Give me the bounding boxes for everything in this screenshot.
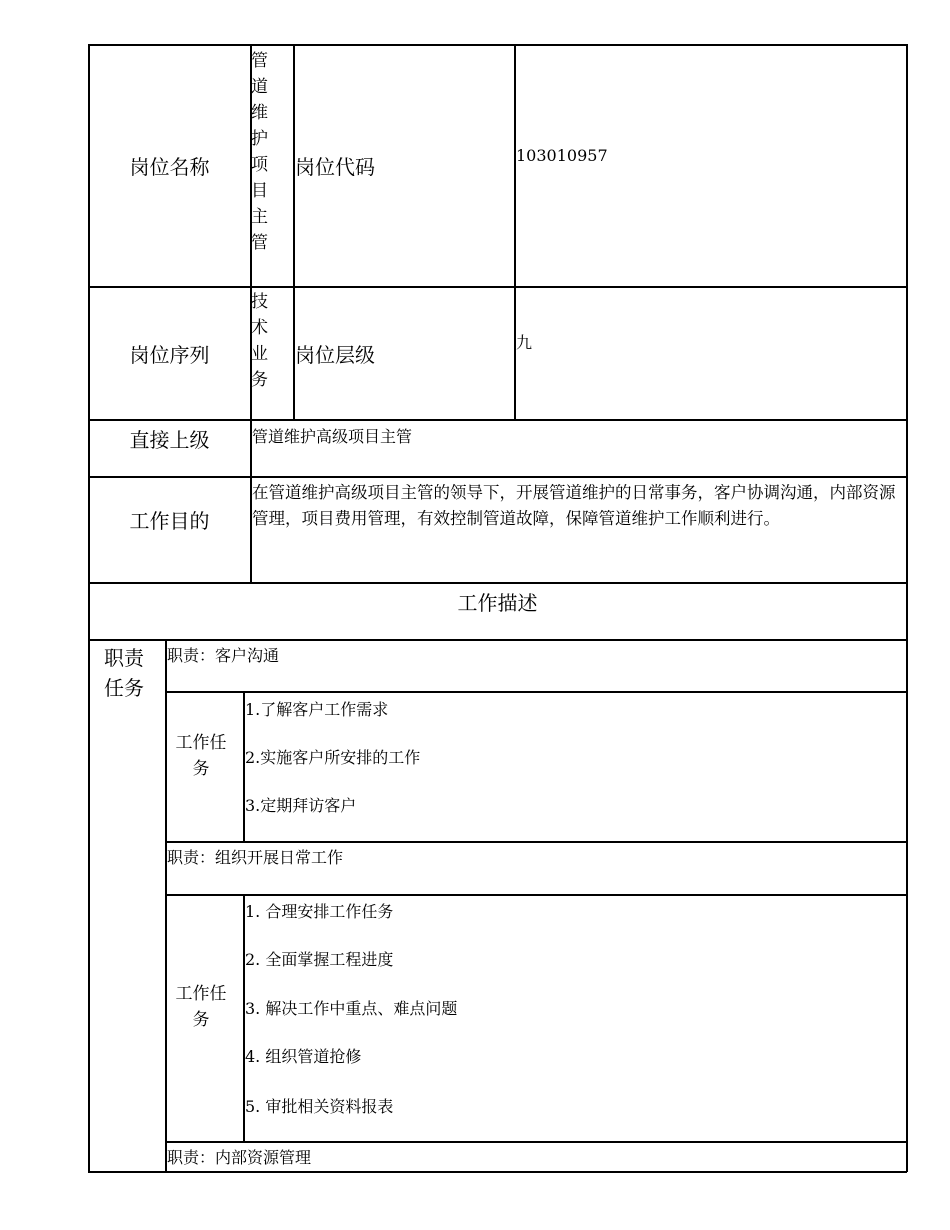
post-name-label: 岗位名称	[129, 155, 210, 179]
post-series-value: 技术业务	[251, 292, 268, 390]
task-item: 1.了解客户工作需求	[245, 700, 389, 719]
duty-title: 职责：组织开展日常工作	[167, 848, 344, 867]
row-divider	[165, 841, 907, 843]
task-item: 5. 审批相关资料报表	[245, 1097, 394, 1116]
row-divider	[165, 894, 907, 896]
superior-value: 管道维护高级项目主管	[252, 427, 413, 446]
table-border-bottom	[88, 1171, 907, 1173]
row-divider	[165, 691, 907, 693]
task-item: 4. 组织管道抢修	[245, 1047, 362, 1066]
post-code-value: 103010957	[516, 146, 608, 165]
superior-label: 直接上级	[129, 427, 210, 452]
purpose-value: 在管道维护高级项目主管的领导下，开展管道维护的日常事务，客户协调沟通，内部资源管理，项目费用管理，有效控制管道故障，保障管道维护工作顺利进行。	[252, 483, 896, 528]
task-item: 1. 合理安排工作任务	[245, 902, 394, 921]
duty-title: 职责：客户沟通	[167, 646, 280, 665]
post-level-label: 岗位层级	[295, 342, 375, 367]
post-name-value: 管道维护项目主管	[251, 51, 268, 253]
row-divider	[165, 1141, 907, 1143]
work-description-title: 工作描述	[457, 590, 538, 615]
post-code-label: 岗位代码	[295, 155, 375, 179]
task-item: 3. 解决工作中重点、难点问题	[245, 999, 458, 1018]
task-item: 2. 全面掌握工程进度	[245, 950, 394, 969]
task-label: 工作任务	[175, 984, 227, 1030]
duty-title: 职责：内部资源管理	[167, 1148, 312, 1167]
table-border-right	[906, 44, 908, 1172]
task-item: 3.定期拜访客户	[245, 796, 357, 815]
row-divider	[88, 639, 907, 641]
post-level-value: 九	[516, 333, 533, 352]
purpose-label: 工作目的	[129, 509, 210, 533]
duties-label: 职责任务	[104, 646, 144, 700]
task-item: 2.实施客户所安排的工作	[245, 748, 421, 767]
post-series-label: 岗位序列	[129, 342, 210, 367]
task-label: 工作任务	[175, 733, 227, 779]
col-divider	[165, 639, 167, 1172]
